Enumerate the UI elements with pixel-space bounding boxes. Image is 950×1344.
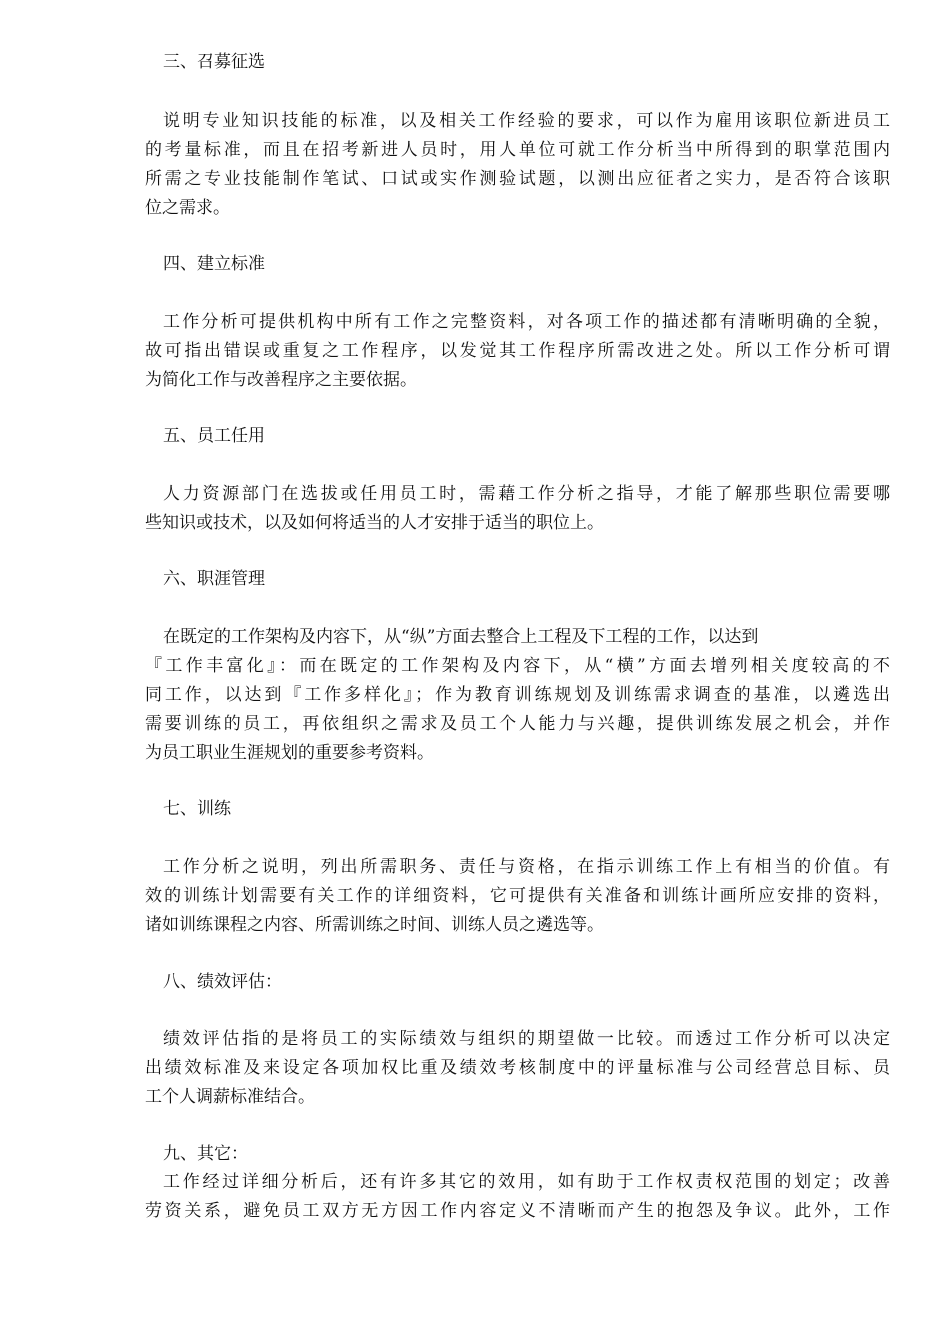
section-heading-4: 四、建立标准 [163, 254, 265, 274]
paragraph-line: 在既定的工作架构及内容下，从“纵”方面去整合上工程及下工程的工作，以达到 [163, 627, 759, 647]
paragraph-line: 诸如训练课程之内容、所需训练之时间、训练人员之遴选等。 [145, 915, 604, 935]
section-heading-3: 三、召募征选 [163, 52, 265, 72]
section-paragraph-5 [145, 480, 890, 538]
paragraph-line: 故可指出错误或重复之工作程序，以发觉其工作程序所需改进之处。所以工作分析可谓 [145, 341, 890, 361]
paragraph-line: 劳资关系，避免员工双方无方因工作内容定义不清晰而产生的抱怨及争议。此外，工作 [145, 1201, 890, 1221]
section-paragraph-9 [145, 1168, 890, 1226]
section-heading-9: 九、其它： [163, 1144, 248, 1164]
paragraph-line: 人力资源部门在选拔或任用员工时，需藉工作分析之指导，才能了解那些职位需要哪 [163, 484, 890, 504]
section-paragraph-4 [145, 308, 890, 395]
paragraph-line: 『工作丰富化』：而在既定的工作架构及内容下，从“横”方面去增列相关度较高的不 [145, 656, 890, 676]
paragraph-line: 工个人调薪标准结合。 [145, 1087, 315, 1107]
paragraph-line: 绩效评估指的是将员工的实际绩效与组织的期望做一比较。而透过工作分析可以决定 [163, 1029, 890, 1049]
section-paragraph-3 [145, 107, 890, 223]
paragraph-line: 出绩效标准及来设定各项加权比重及绩效考核制度中的评量标准与公司经营总目标、员 [145, 1058, 890, 1078]
paragraph-line: 工作分析之说明，列出所需职务、责任与资格，在指示训练工作上有相当的价值。有 [163, 857, 890, 877]
paragraph-line: 所需之专业技能制作笔试、口试或实作测验试题，以测出应征者之实力，是否符合该职 [145, 169, 890, 189]
section-heading-7: 七、训练 [163, 799, 231, 819]
paragraph-line: 为员工职业生涯规划的重要参考资料。 [145, 743, 434, 763]
section-paragraph-6 [145, 623, 890, 768]
paragraph-line: 的考量标准，而且在招考新进人员时，用人单位可就工作分析当中所得到的职掌范围内 [145, 140, 890, 160]
paragraph-line: 些知识或技术，以及如何将适当的人才安排于适当的职位上。 [145, 513, 604, 533]
paragraph-line: 工作经过详细分析后，还有许多其它的效用，如有助于工作权责权范围的划定；改善 [163, 1172, 890, 1192]
section-heading-6: 六、职涯管理 [163, 569, 265, 589]
section-paragraph-7 [145, 853, 890, 940]
paragraph-line: 位之需求。 [145, 198, 230, 218]
section-paragraph-8 [145, 1025, 890, 1112]
paragraph-line: 工作分析可提供机构中所有工作之完整资料，对各项工作的描述都有清晰明确的全貌， [163, 312, 890, 332]
paragraph-line: 同工作，以达到『工作多样化』；作为教育训练规划及训练需求调查的基准，以遴选出 [145, 685, 890, 705]
paragraph-line: 为简化工作与改善程序之主要依据。 [145, 370, 417, 390]
paragraph-line: 效的训练计划需要有关工作的详细资料，它可提供有关准备和训练计画所应安排的资料， [145, 886, 890, 906]
section-heading-5: 五、员工任用 [163, 426, 265, 446]
section-heading-8: 八、绩效评估： [163, 972, 282, 992]
paragraph-line: 说明专业知识技能的标准，以及相关工作经验的要求，可以作为雇用该职位新进员工 [163, 111, 890, 131]
paragraph-line: 需要训练的员工，再依组织之需求及员工个人能力与兴趣，提供训练发展之机会，并作 [145, 714, 890, 734]
